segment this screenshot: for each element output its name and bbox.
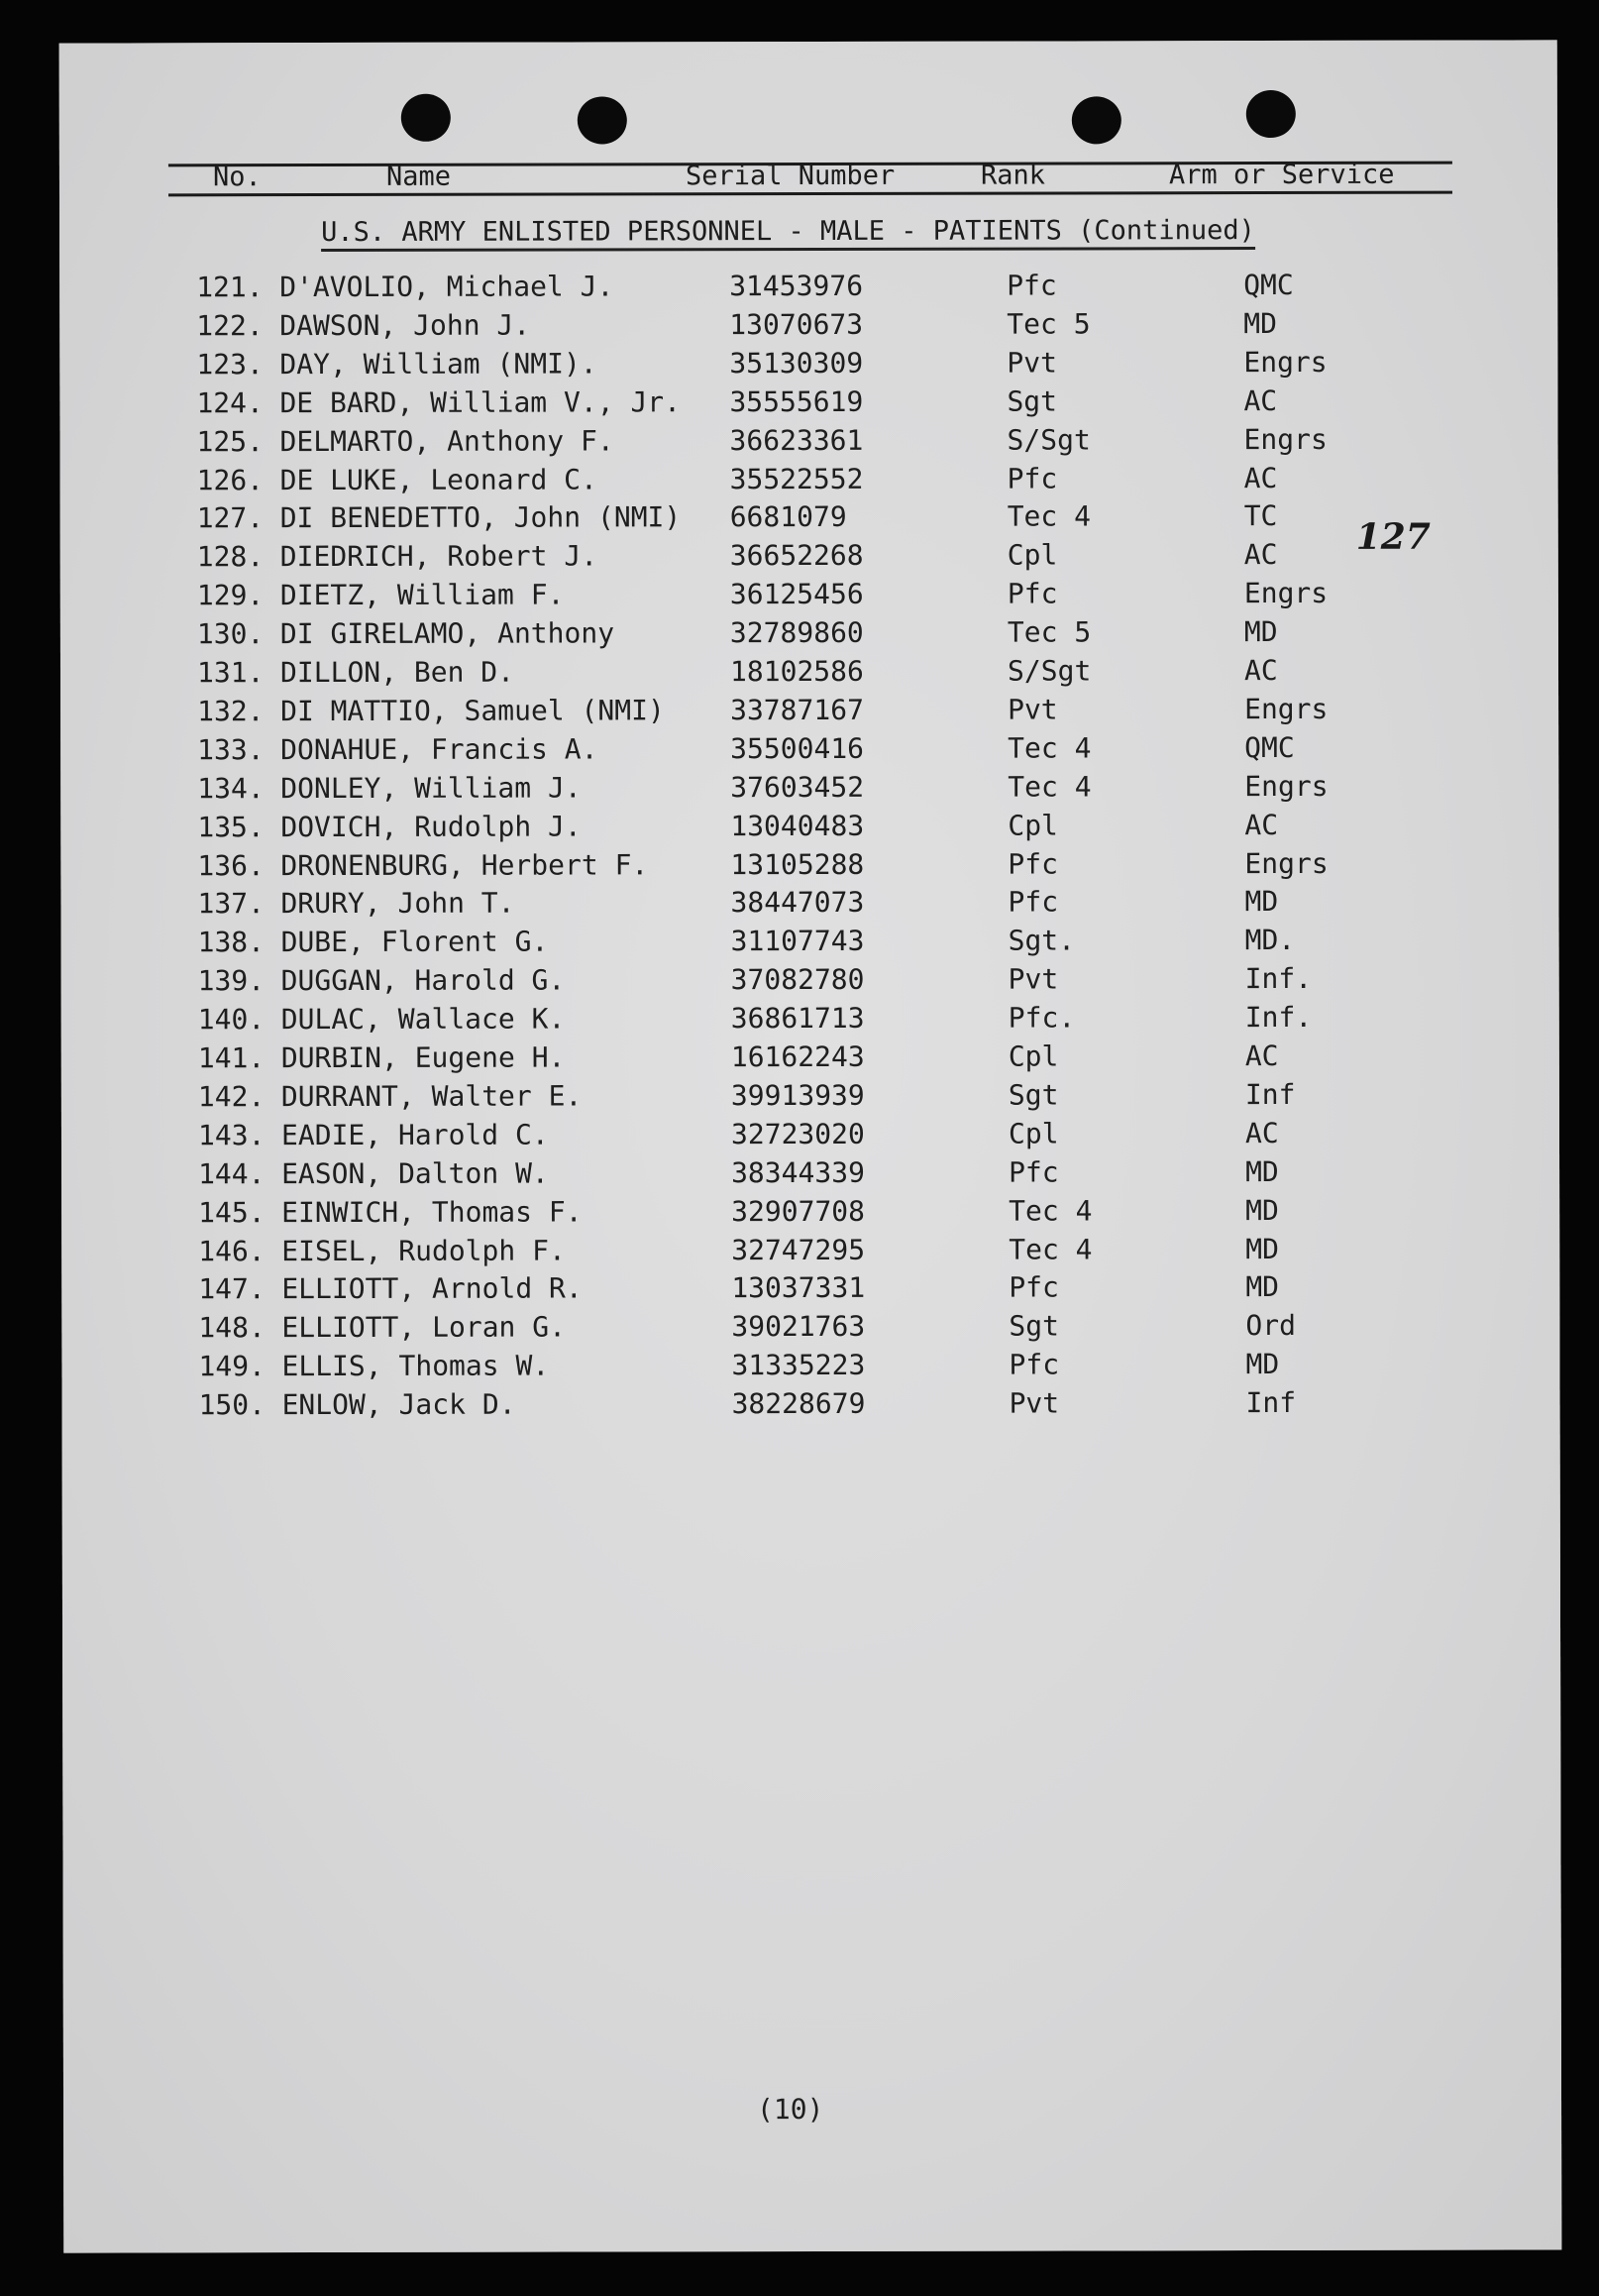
entry-arm: Engrs bbox=[1243, 422, 1328, 456]
punch-hole bbox=[1072, 96, 1121, 144]
table-row bbox=[61, 1348, 1559, 1390]
entry-serial: 32747295 bbox=[731, 1233, 866, 1266]
entry-rank: Cpl bbox=[1007, 538, 1058, 572]
table-row bbox=[60, 538, 1558, 581]
entry-name: DI BENEDETTO, John (NMI) bbox=[279, 500, 682, 535]
entry-serial: 36861713 bbox=[730, 1001, 865, 1036]
entry-arm: MD bbox=[1245, 1232, 1279, 1265]
table-row bbox=[60, 692, 1558, 734]
entry-rank: Sgt bbox=[1007, 384, 1058, 418]
punch-hole bbox=[401, 94, 451, 142]
entry-arm: MD bbox=[1245, 1270, 1280, 1304]
entry-arm: AC bbox=[1244, 1116, 1279, 1149]
entry-name: ELLIOTT, Loran G. bbox=[281, 1310, 566, 1345]
table-row bbox=[62, 1386, 1560, 1429]
margin-note: 127 bbox=[1355, 515, 1431, 558]
entry-serial: 16162243 bbox=[730, 1039, 865, 1074]
entry-serial: 39913939 bbox=[730, 1078, 865, 1113]
entry-rank: Pfc bbox=[1009, 1270, 1059, 1304]
table-row bbox=[61, 1077, 1559, 1120]
page-number: (10) bbox=[757, 2092, 824, 2127]
document-page bbox=[59, 40, 1562, 2252]
entry-serial: 13070673 bbox=[729, 307, 864, 342]
entry-serial: 39021763 bbox=[731, 1310, 866, 1344]
entry-rank: Tec 4 bbox=[1009, 1232, 1093, 1266]
entry-number: 141. bbox=[197, 1041, 266, 1075]
entry-number: 147. bbox=[198, 1272, 266, 1306]
entry-serial: 13105288 bbox=[730, 847, 865, 881]
entry-name: ENLOW, Jack D. bbox=[281, 1387, 516, 1422]
entry-name: DURBIN, Eugene H. bbox=[280, 1040, 566, 1075]
entry-arm: QMC bbox=[1244, 730, 1295, 764]
entry-rank: Pfc bbox=[1009, 1155, 1059, 1189]
entry-number: 134. bbox=[197, 771, 265, 805]
entry-rank: Cpl bbox=[1008, 809, 1058, 842]
entry-name: EISEL, Rudolph F. bbox=[281, 1234, 566, 1267]
entry-number: 131. bbox=[196, 656, 265, 690]
entry-name: D'AVOLIO, Michael J. bbox=[279, 270, 614, 304]
entry-arm: AC bbox=[1243, 538, 1278, 572]
table-row bbox=[60, 615, 1558, 658]
entry-arm: MD bbox=[1243, 306, 1278, 340]
entry-arm: Engrs bbox=[1244, 769, 1329, 803]
entry-rank: Pfc bbox=[1007, 577, 1058, 610]
entry-number: 146. bbox=[198, 1234, 266, 1267]
entry-rank: Tec 4 bbox=[1008, 770, 1092, 804]
entry-rank: Pfc bbox=[1008, 885, 1059, 919]
entry-rank: Sgt bbox=[1008, 1078, 1059, 1112]
entry-serial: 36623361 bbox=[729, 423, 864, 457]
entry-rank: Cpl bbox=[1008, 1117, 1059, 1150]
entry-serial: 35500416 bbox=[730, 731, 865, 765]
entry-serial: 38447073 bbox=[730, 886, 865, 920]
entry-rank: Pfc bbox=[1007, 461, 1058, 495]
entry-number: 148. bbox=[198, 1311, 266, 1345]
entry-arm: Inf. bbox=[1244, 962, 1313, 996]
entry-serial: 32789860 bbox=[729, 615, 864, 650]
entry-arm: Ord bbox=[1245, 1309, 1296, 1343]
table-row bbox=[61, 1193, 1559, 1236]
entry-arm: MD bbox=[1245, 1348, 1280, 1381]
table-row bbox=[60, 885, 1558, 928]
entry-arm: Inf. bbox=[1244, 1001, 1313, 1035]
column-header-arm: Arm or Service bbox=[1168, 159, 1395, 191]
entry-rank: Tec 5 bbox=[1007, 615, 1092, 649]
entry-rank: Tec 4 bbox=[1008, 731, 1092, 765]
table-row bbox=[60, 499, 1558, 542]
entry-rank: Pvt bbox=[1007, 346, 1057, 380]
table-row bbox=[60, 769, 1558, 812]
entry-serial: 31335223 bbox=[731, 1349, 866, 1382]
entry-serial: 35130309 bbox=[729, 346, 864, 380]
table-row bbox=[61, 1001, 1559, 1043]
entry-arm: AC bbox=[1243, 383, 1278, 417]
entry-name: DILLON, Ben D. bbox=[279, 655, 515, 690]
entry-rank: Cpl bbox=[1008, 1039, 1059, 1073]
entry-name: DAY, William (NMI). bbox=[279, 347, 597, 381]
entry-rank: Pfc. bbox=[1008, 1001, 1076, 1035]
entry-number: 136. bbox=[197, 848, 265, 882]
entry-name: DIEDRICH, Robert J. bbox=[279, 539, 598, 574]
entry-number: 149. bbox=[198, 1350, 266, 1383]
entry-serial: 37082780 bbox=[730, 963, 865, 997]
column-header-serial: Serial Number bbox=[685, 160, 896, 192]
entry-name: DE LUKE, Leonard C. bbox=[279, 462, 597, 496]
entry-rank: S/Sgt bbox=[1007, 422, 1091, 457]
entry-arm: MD bbox=[1243, 615, 1278, 649]
entry-serial: 35522552 bbox=[729, 462, 864, 495]
entry-number: 126. bbox=[196, 463, 265, 496]
entry-serial: 33787167 bbox=[730, 693, 864, 727]
table-row bbox=[60, 846, 1558, 889]
table-row bbox=[61, 1116, 1559, 1158]
entry-number: 121. bbox=[196, 271, 264, 304]
entry-arm: MD bbox=[1245, 1193, 1279, 1227]
entry-rank: Pfc bbox=[1007, 269, 1057, 302]
entry-serial: 37603452 bbox=[730, 770, 865, 804]
entry-number: 122. bbox=[196, 309, 264, 343]
table-row bbox=[61, 924, 1559, 966]
entry-rank: Pvt bbox=[1008, 962, 1059, 996]
entry-arm: QMC bbox=[1243, 268, 1294, 302]
column-header-no: No. bbox=[212, 162, 262, 193]
entry-serial: 13037331 bbox=[731, 1271, 866, 1305]
entry-number: 143. bbox=[197, 1118, 266, 1152]
entry-name: ELLIOTT, Arnold R. bbox=[281, 1271, 583, 1306]
entry-number: 142. bbox=[197, 1080, 266, 1114]
entry-serial: 32907708 bbox=[731, 1194, 866, 1228]
entry-number: 145. bbox=[198, 1195, 266, 1229]
table-row bbox=[60, 577, 1558, 619]
entry-arm: MD. bbox=[1244, 924, 1296, 957]
entry-number: 135. bbox=[197, 810, 265, 843]
entry-name: ELLIS, Thomas W. bbox=[281, 1349, 550, 1383]
entry-name: DOVICH, Rudolph J. bbox=[280, 810, 582, 843]
entry-rank: S/Sgt bbox=[1007, 654, 1092, 688]
entry-number: 128. bbox=[196, 540, 265, 574]
entry-name: DONLEY, William J. bbox=[280, 771, 582, 805]
entry-rank: Pfc bbox=[1008, 846, 1059, 881]
entry-rank: Sgt. bbox=[1008, 924, 1076, 957]
entry-number: 127. bbox=[196, 501, 265, 535]
entry-arm: Engrs bbox=[1244, 692, 1329, 725]
table-row bbox=[61, 1232, 1559, 1274]
table-row bbox=[61, 1270, 1559, 1313]
entry-number: 124. bbox=[196, 385, 264, 419]
table-row bbox=[60, 730, 1558, 773]
entry-arm: AC bbox=[1243, 461, 1278, 494]
entry-rank: Pfc bbox=[1009, 1348, 1060, 1381]
entry-rank: Tec 5 bbox=[1007, 307, 1091, 341]
entry-serial: 35555619 bbox=[729, 384, 864, 418]
entry-rank: Pvt bbox=[1009, 1386, 1060, 1420]
table-row bbox=[61, 1039, 1559, 1081]
section-title: U.S. ARMY ENLISTED PERSONNEL - MALE - PATIENTS (Continued) bbox=[321, 215, 1255, 252]
entry-number: 123. bbox=[196, 347, 264, 382]
entry-rank: Tec 4 bbox=[1007, 499, 1092, 533]
entry-serial: 36652268 bbox=[729, 539, 864, 573]
entry-number: 130. bbox=[196, 617, 265, 651]
entry-arm: Inf bbox=[1244, 1077, 1296, 1111]
table-row bbox=[59, 422, 1557, 465]
table-row bbox=[59, 383, 1557, 426]
table-row bbox=[61, 962, 1559, 1005]
entry-serial: 31453976 bbox=[729, 269, 864, 303]
column-header-rank: Rank bbox=[980, 160, 1046, 191]
entry-name: DRONENBURG, Herbert F. bbox=[280, 847, 649, 882]
entry-arm: Inf bbox=[1245, 1386, 1297, 1420]
entry-arm: TC bbox=[1243, 499, 1278, 533]
entry-name: EADIE, Harold C. bbox=[280, 1118, 549, 1151]
entry-name: DUGGAN, Harold G. bbox=[280, 963, 566, 998]
entry-name: DULAC, Wallace K. bbox=[280, 1002, 566, 1037]
entry-name: EINWICH, Thomas F. bbox=[281, 1195, 583, 1229]
entry-arm: AC bbox=[1243, 654, 1278, 688]
entry-number: 139. bbox=[197, 964, 266, 998]
entry-name: DI MATTIO, Samuel (NMI) bbox=[280, 694, 665, 728]
entry-arm: Engrs bbox=[1243, 345, 1328, 379]
table-row bbox=[60, 808, 1558, 850]
entry-arm: AC bbox=[1244, 1039, 1279, 1073]
header-rule-bottom bbox=[168, 191, 1452, 197]
entry-number: 125. bbox=[196, 424, 264, 458]
entry-arm: AC bbox=[1244, 808, 1279, 841]
entry-name: DI GIRELAMO, Anthony bbox=[279, 616, 615, 651]
entry-arm: Engrs bbox=[1243, 577, 1329, 610]
table-row bbox=[59, 268, 1557, 310]
entry-number: 129. bbox=[196, 579, 265, 612]
entry-serial: 36125456 bbox=[729, 578, 864, 611]
entry-rank: Sgt bbox=[1009, 1309, 1059, 1343]
entry-arm: MD bbox=[1245, 1154, 1279, 1188]
entry-number: 138. bbox=[197, 926, 266, 959]
entry-name: DURRANT, Walter E. bbox=[280, 1079, 583, 1114]
punch-hole bbox=[1246, 90, 1296, 138]
table-row bbox=[61, 1154, 1559, 1197]
entry-name: DELMARTO, Anthony F. bbox=[279, 424, 614, 458]
table-row bbox=[60, 653, 1558, 696]
entry-serial: 31107743 bbox=[730, 925, 865, 958]
entry-serial: 38344339 bbox=[731, 1155, 865, 1189]
table-row bbox=[59, 306, 1557, 349]
entry-arm: MD bbox=[1244, 885, 1279, 919]
entry-name: EASON, Dalton W. bbox=[281, 1156, 549, 1190]
table-row bbox=[60, 461, 1558, 503]
entry-number: 132. bbox=[197, 695, 265, 728]
entry-arm: Engrs bbox=[1244, 846, 1329, 880]
entry-serial: 32723020 bbox=[730, 1117, 865, 1150]
entry-serial: 6681079 bbox=[729, 500, 847, 534]
entry-name: DIETZ, William F. bbox=[279, 578, 565, 612]
entry-name: DONAHUE, Francis A. bbox=[280, 732, 598, 766]
entry-name: DE BARD, William V., Jr. bbox=[279, 384, 682, 419]
entry-rank: Tec 4 bbox=[1009, 1193, 1093, 1228]
entry-number: 140. bbox=[197, 1003, 266, 1037]
entry-serial: 13040483 bbox=[730, 809, 865, 842]
entry-name: DRURY, John T. bbox=[280, 887, 515, 921]
entry-number: 144. bbox=[198, 1156, 266, 1190]
column-header-name: Name bbox=[385, 161, 452, 192]
entry-serial: 18102586 bbox=[729, 654, 864, 689]
entry-name: DUBE, Florent G. bbox=[280, 925, 549, 959]
entry-rank: Pvt bbox=[1008, 693, 1058, 726]
entry-serial: 38228679 bbox=[731, 1386, 866, 1421]
table-row bbox=[61, 1309, 1559, 1352]
entry-name: DAWSON, John J. bbox=[279, 308, 531, 343]
entry-number: 150. bbox=[198, 1388, 266, 1422]
entry-number: 133. bbox=[197, 732, 265, 767]
table-row bbox=[59, 345, 1557, 387]
punch-hole bbox=[578, 96, 627, 144]
entry-number: 137. bbox=[197, 887, 265, 921]
